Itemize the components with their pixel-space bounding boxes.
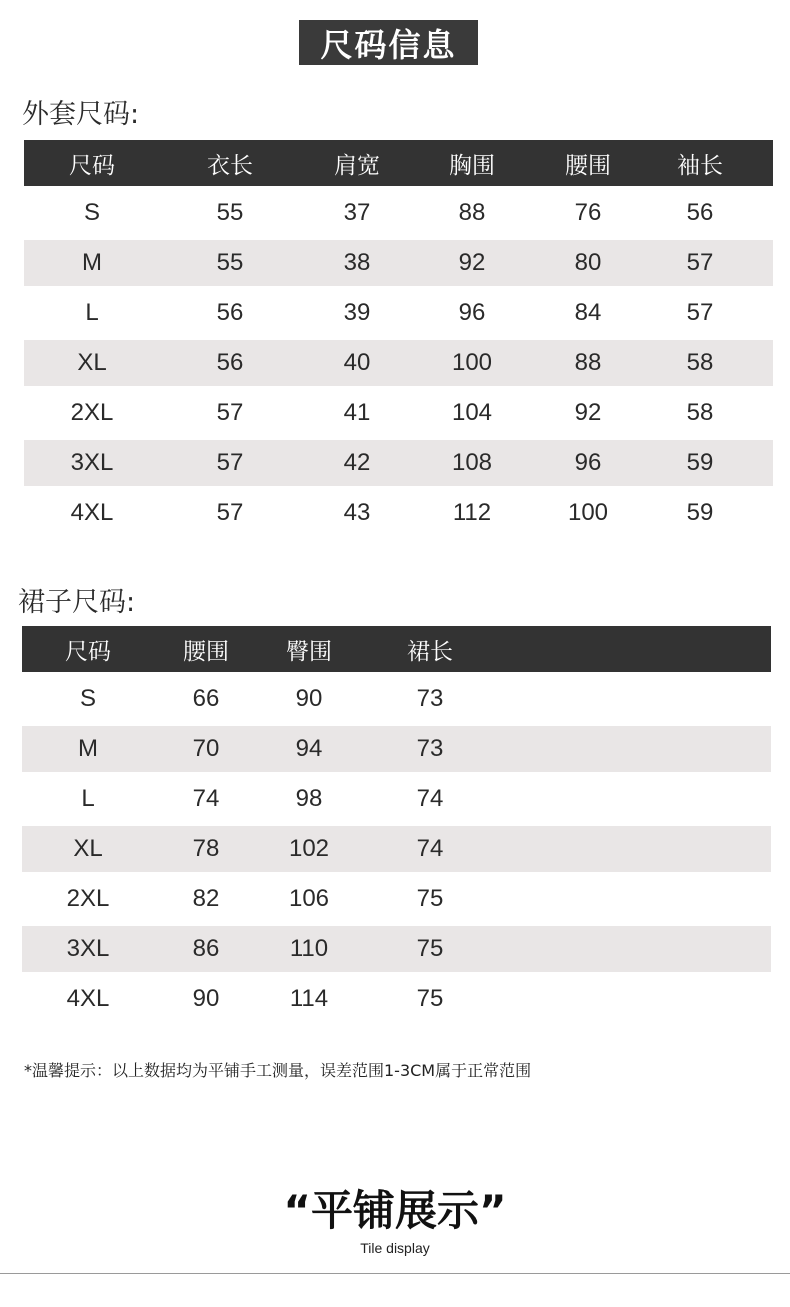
measurement-cell: 75	[416, 985, 444, 1012]
measurement-note: *温馨提示：以上数据均为平铺手工测量，误差范围1-3CM属于正常范围	[24, 1061, 532, 1080]
size-cell: M	[78, 735, 98, 762]
measurement-cell: 73	[416, 735, 444, 762]
measurement-cell: 74	[416, 785, 444, 812]
measurement-cell: 82	[192, 885, 220, 912]
jacket-header-cell: 尺码	[69, 152, 115, 179]
measurement-cell: 90	[295, 685, 323, 712]
size-cell: S	[79, 685, 96, 712]
tile-display-title: “平铺展示”	[283, 1186, 507, 1235]
table-row	[22, 776, 771, 822]
jacket-size-table	[24, 140, 773, 536]
measurement-cell: 58	[686, 349, 714, 376]
measurement-cell: 96	[458, 299, 486, 326]
measurement-cell: 100	[451, 349, 493, 376]
measurement-cell: 57	[686, 249, 714, 276]
skirt-header-cell: 尺码	[65, 638, 111, 665]
skirt-header-cell: 腰围	[183, 638, 229, 665]
table-row	[22, 976, 771, 1022]
skirt-header-row	[22, 626, 771, 672]
size-cell: M	[82, 249, 102, 276]
table-row	[24, 190, 773, 236]
measurement-cell: 57	[686, 299, 714, 326]
measurement-cell: 80	[574, 249, 602, 276]
measurement-cell: 43	[343, 499, 371, 526]
table-row	[22, 826, 771, 872]
table-row	[24, 490, 773, 536]
jacket-header-cell: 腰围	[565, 152, 611, 179]
measurement-cell: 92	[458, 249, 486, 276]
measurement-cell: 94	[295, 735, 323, 762]
table-row	[22, 726, 771, 772]
jacket-header-row	[24, 140, 773, 186]
size-cell: XL	[77, 349, 107, 376]
size-cell: L	[81, 785, 95, 812]
table-row	[24, 240, 773, 286]
measurement-cell: 102	[288, 835, 330, 862]
size-cell: XL	[73, 835, 103, 862]
measurement-cell: 58	[686, 399, 714, 426]
measurement-cell: 57	[216, 499, 244, 526]
measurement-cell: 42	[343, 449, 371, 476]
measurement-cell: 59	[686, 499, 714, 526]
measurement-cell: 114	[289, 985, 329, 1012]
measurement-cell: 38	[343, 249, 371, 276]
measurement-cell: 59	[686, 449, 714, 476]
measurement-cell: 104	[451, 399, 493, 426]
skirt-size-table	[22, 626, 771, 1022]
measurement-cell: 57	[216, 399, 244, 426]
measurement-cell: 96	[574, 449, 602, 476]
skirt-header-cell: 臀围	[286, 638, 332, 665]
jacket-header-cell: 胸围	[449, 152, 495, 179]
measurement-cell: 98	[295, 785, 323, 812]
measurement-cell: 75	[416, 885, 444, 912]
size-cell: 2XL	[66, 885, 110, 912]
size-cell: L	[85, 299, 99, 326]
tile-display-subtitle: Tile display	[360, 1240, 430, 1256]
measurement-cell: 55	[216, 199, 244, 226]
measurement-cell: 86	[192, 935, 220, 962]
skirt-section-label: 裙子尺码:	[18, 587, 136, 618]
bottom-divider	[0, 1273, 790, 1274]
size-cell: 3XL	[66, 935, 110, 962]
measurement-cell: 75	[416, 935, 444, 962]
jacket-header-cell: 肩宽	[334, 152, 380, 179]
table-row	[24, 340, 773, 386]
measurement-cell: 57	[216, 449, 244, 476]
measurement-cell: 70	[192, 735, 220, 762]
measurement-cell: 56	[686, 199, 714, 226]
measurement-cell: 55	[216, 249, 244, 276]
table-row	[22, 926, 771, 972]
measurement-cell: 76	[574, 199, 602, 226]
measurement-cell: 90	[192, 985, 220, 1012]
jacket-header-cell: 袖长	[677, 152, 723, 179]
measurement-cell: 88	[458, 199, 486, 226]
measurement-cell: 37	[343, 199, 371, 226]
measurement-cell: 110	[289, 935, 329, 962]
measurement-cell: 40	[343, 349, 371, 376]
measurement-cell: 73	[416, 685, 444, 712]
table-row	[22, 676, 771, 722]
measurement-cell: 106	[288, 885, 330, 912]
table-row	[22, 876, 771, 922]
measurement-cell: 74	[192, 785, 220, 812]
measurement-cell: 56	[216, 299, 244, 326]
measurement-cell: 100	[567, 499, 609, 526]
measurement-cell: 88	[574, 349, 602, 376]
measurement-cell: 74	[416, 835, 444, 862]
size-cell: 2XL	[70, 399, 114, 426]
table-row	[24, 290, 773, 336]
jacket-section-label: 外套尺码:	[22, 99, 140, 130]
table-row	[24, 440, 773, 486]
measurement-cell: 84	[574, 299, 602, 326]
measurement-cell: 78	[192, 835, 220, 862]
page-title: 尺码信息	[299, 20, 478, 65]
measurement-cell: 112	[452, 499, 492, 526]
jacket-header-cell: 衣长	[207, 152, 253, 179]
measurement-cell: 66	[192, 685, 220, 712]
size-cell: 4XL	[70, 499, 114, 526]
size-cell: 4XL	[66, 985, 110, 1012]
measurement-cell: 39	[343, 299, 371, 326]
size-cell: S	[83, 199, 100, 226]
skirt-header-cell: 裙长	[407, 638, 453, 665]
measurement-cell: 41	[343, 399, 371, 426]
measurement-cell: 56	[216, 349, 244, 376]
measurement-cell: 108	[451, 449, 493, 476]
size-cell: 3XL	[70, 449, 114, 476]
table-row	[24, 390, 773, 436]
measurement-cell: 92	[574, 399, 602, 426]
